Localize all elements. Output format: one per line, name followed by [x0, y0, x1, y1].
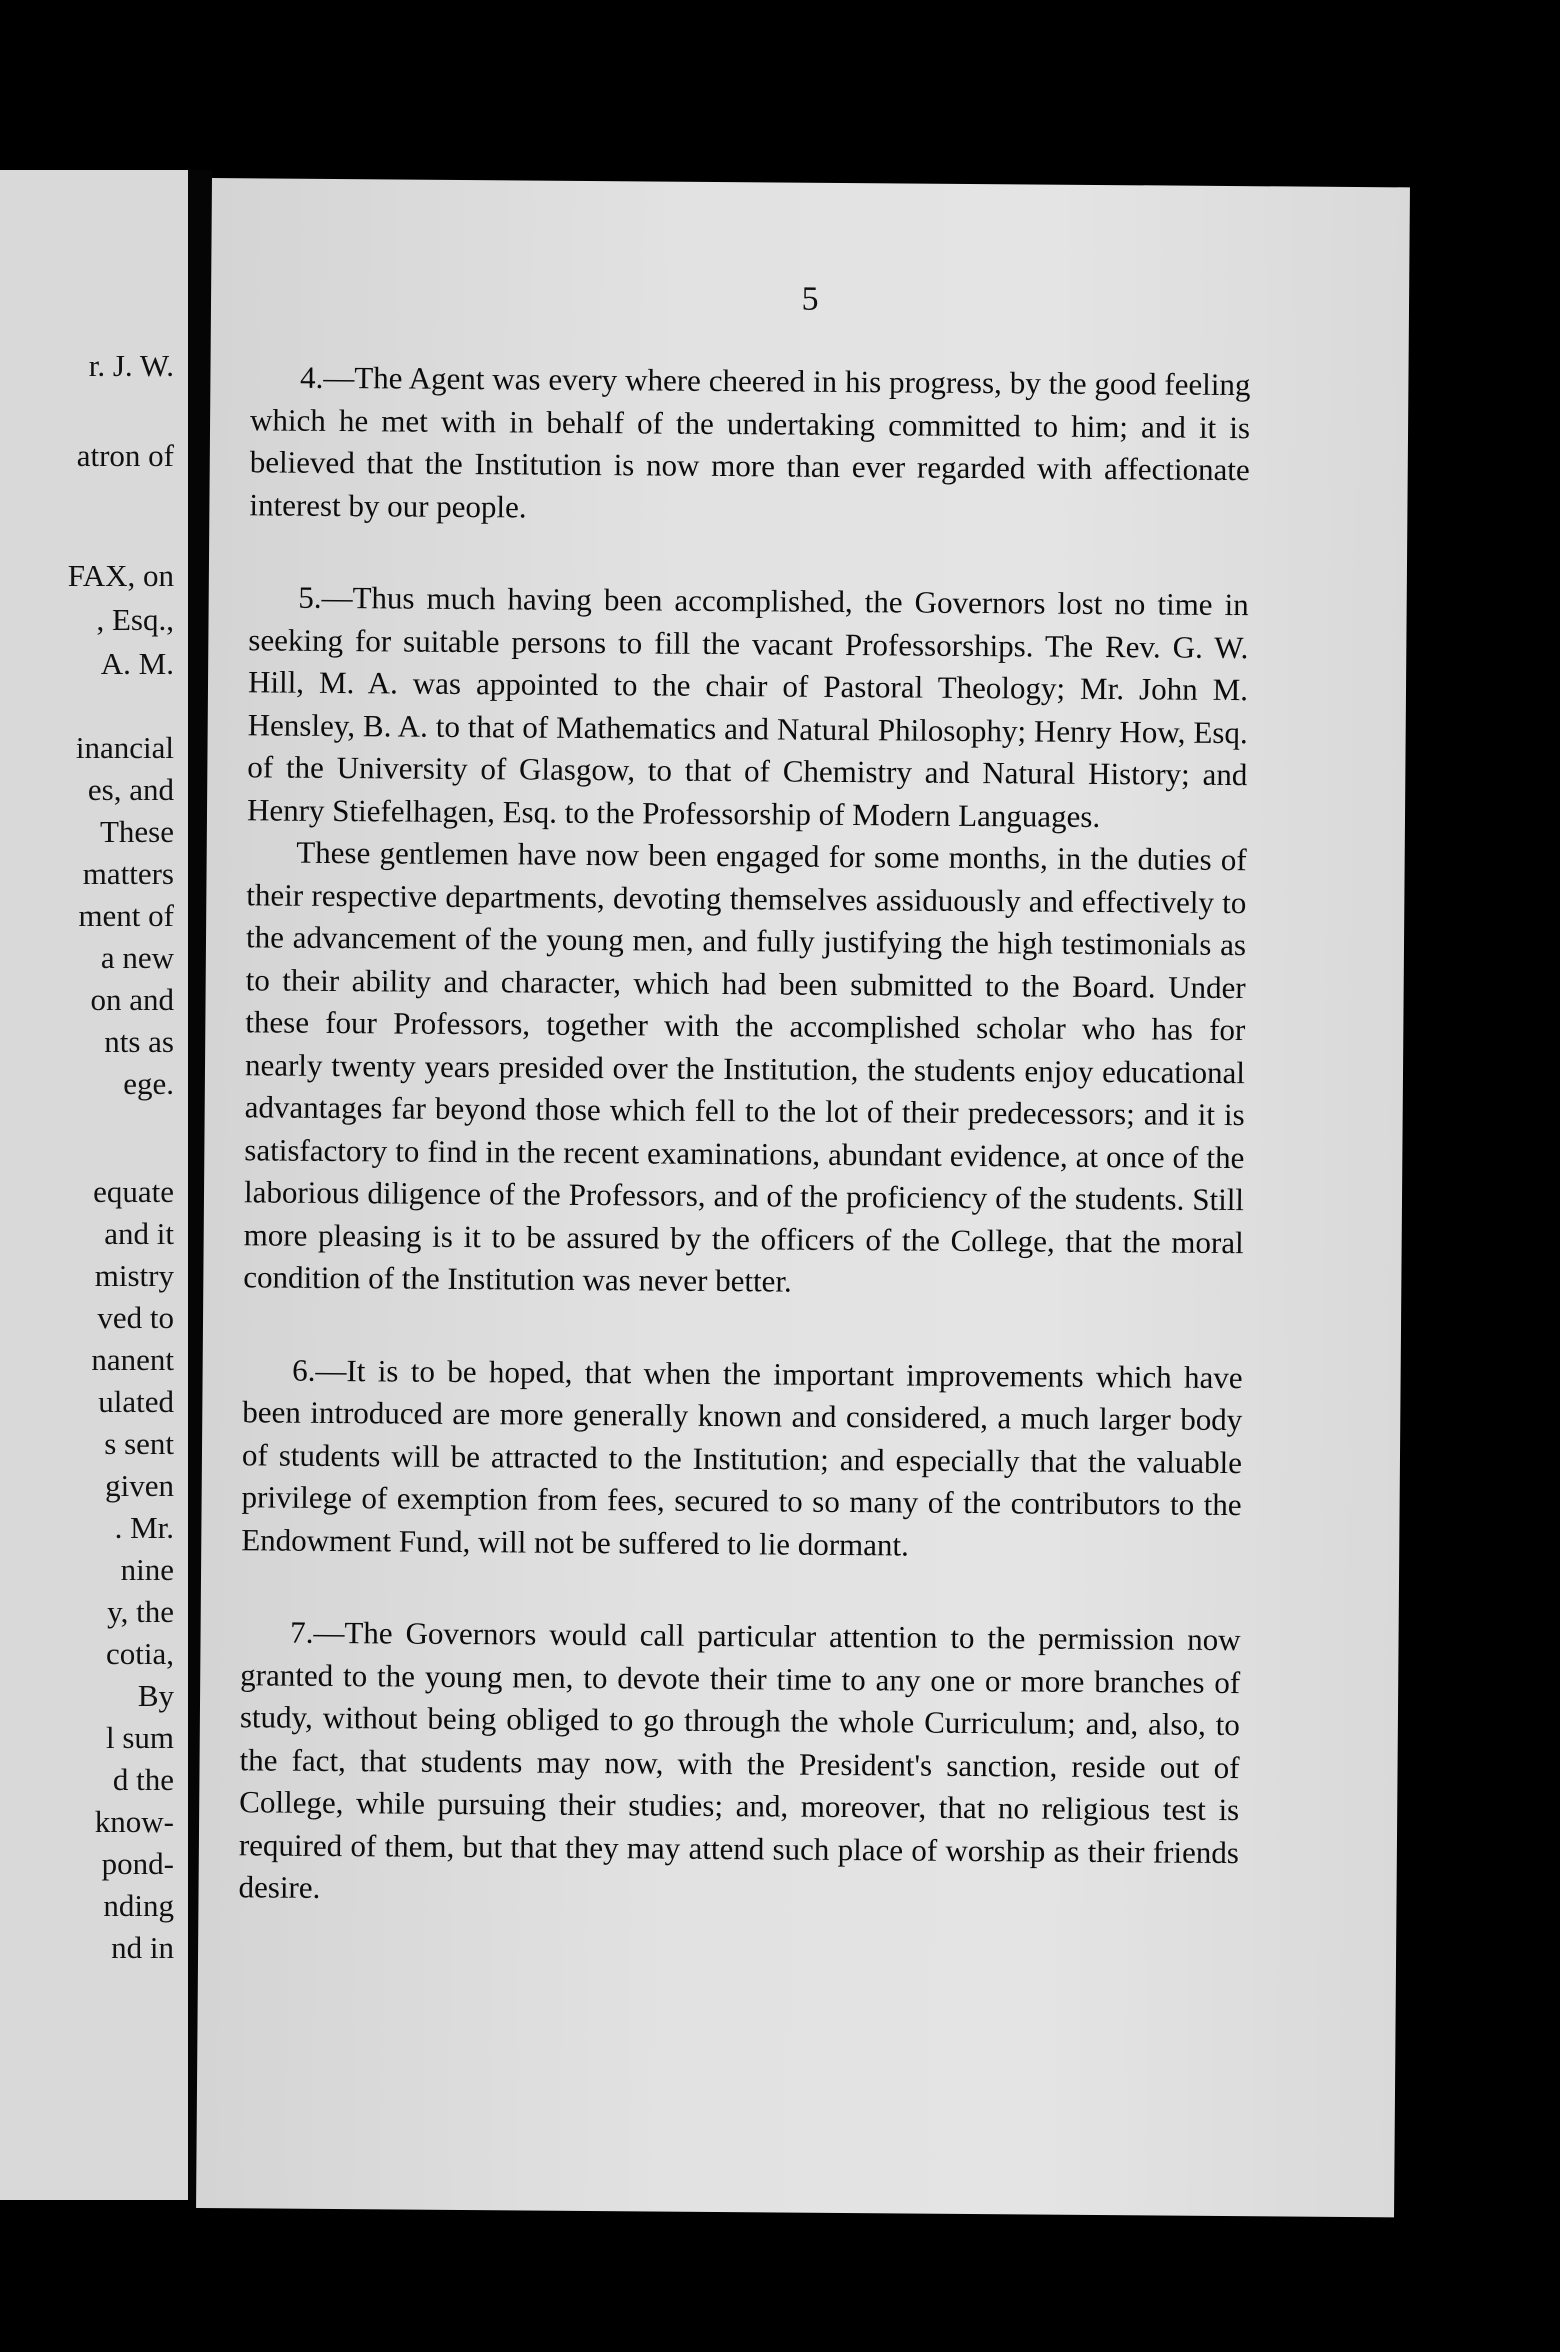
left-fragment-line: nanent — [91, 1342, 174, 1377]
left-fragment-line: know- — [94, 1804, 174, 1839]
left-fragment-line: nd in — [111, 1930, 174, 1965]
left-fragment-line: These — [99, 814, 174, 849]
left-fragment-line: nts as — [104, 1024, 174, 1059]
paragraph-5-continued: These gentlemen have now been engaged for some months, in the duties of their respective departments, devoting themselves assiduously and effectively to the advancement of the young men, and fully justifying the high testimonials as to their ability and character, which had been submitted to the Board. Under these four Professors, together with the accomplished scholar who has for nearly twenty years presided over the Institution, the students enjoy educational advantages far beyond those which fell to the lot of their predecessors; and it is satisfactory to find in the recent examinations, abundant evidence, at once of the laborious diligence of the Professors, and of the proficiency of the students. Still more pleasing is it to be assured by the officers of the College, that the moral condition of the Institution was never better. — [243, 834, 1247, 1299]
paragraph-6: 6.—It is to be hoped, that when the important improvements which have been introduced are more generally known and considered, a much larger body of students will be attracted to the Institution; and especially that the valuable privilege of exemption from fees, secured to so many of the contributors to the Endowment Fund, will not be suffered to lie dormant. — [241, 1352, 1243, 1563]
left-fragment-line: ment of — [78, 898, 174, 933]
left-fragment-line: a new — [100, 940, 174, 975]
left-fragment-line: FAX, on — [67, 558, 174, 593]
left-fragment-line: By — [137, 1678, 174, 1713]
left-fragment-line: inancial — [75, 730, 174, 765]
left-fragment-line: equate — [93, 1174, 174, 1209]
left-fragment-line: nine — [120, 1552, 174, 1587]
paragraph-7: 7.—The Governors would call particular attention to the permission now granted to the young men, to devote their time to any one or more branches of study, without being obliged to go through the whole Curriculum; and, also, to the fact, that students may now, with the President's sanction, reside out of College, while pursuing their studies; and, moreover, that no religious test is required of them, but that they may attend such place of worship as their friends desire. — [238, 1614, 1241, 1905]
left-fragment-line: and it — [104, 1216, 174, 1251]
previous-page-fragment — [0, 170, 188, 2200]
left-fragment-line: matters — [82, 856, 174, 891]
paragraph-4: 4.—The Agent was every where cheered in his progress, by the good feeling which he met with in behalf of the undertaking committed to him; and it is believed that the Institution is now more than ever regarded with affectionate interest by our people. — [249, 359, 1251, 524]
left-fragment-line: ulated — [98, 1384, 174, 1419]
left-fragment-line: A. M. — [100, 646, 174, 681]
left-fragment-line: atron of — [76, 438, 174, 473]
left-fragment-line: ved to — [97, 1300, 174, 1335]
left-fragment-line: es, and — [87, 772, 174, 807]
left-fragment-line: mistry — [94, 1258, 174, 1293]
page-body — [238, 356, 1250, 1916]
page — [196, 178, 1410, 2217]
left-fragment-line: d the — [112, 1762, 174, 1797]
left-fragment-line: nding — [103, 1888, 174, 1923]
page-number: 5 — [801, 280, 819, 318]
left-fragment-line: given — [105, 1468, 174, 1503]
left-fragment-line: y, the — [107, 1594, 174, 1629]
left-fragment-line: l sum — [105, 1720, 174, 1755]
left-fragment-line: . Mr. — [114, 1510, 174, 1545]
left-fragment-line: s sent — [104, 1426, 174, 1461]
paragraph-5: 5.—Thus much having been accomplished, the Governors lost no time in seeking for suitable persons to fill the vacant Professorships. The Rev. G. W. Hill, M. A. was appointed to the chair of Pastoral Theology; Mr. John M. Hensley, B. A. to that of Mathematics and Natural Philosophy; Henry How, Esq. of the University of Glasgow, to that of Chemistry and Natural History; and Henry Stiefelhagen, Esq. to the Professorship of Modern Languages. — [246, 579, 1249, 834]
left-fragment-line: on and — [90, 982, 174, 1017]
left-fragment-line: , Esq., — [96, 602, 174, 637]
left-fragment-line: r. J. W. — [88, 348, 174, 383]
left-fragment-line: pond- — [101, 1846, 174, 1881]
left-fragment-line: cotia, — [106, 1636, 174, 1671]
left-fragment-line: ege. — [123, 1066, 174, 1101]
